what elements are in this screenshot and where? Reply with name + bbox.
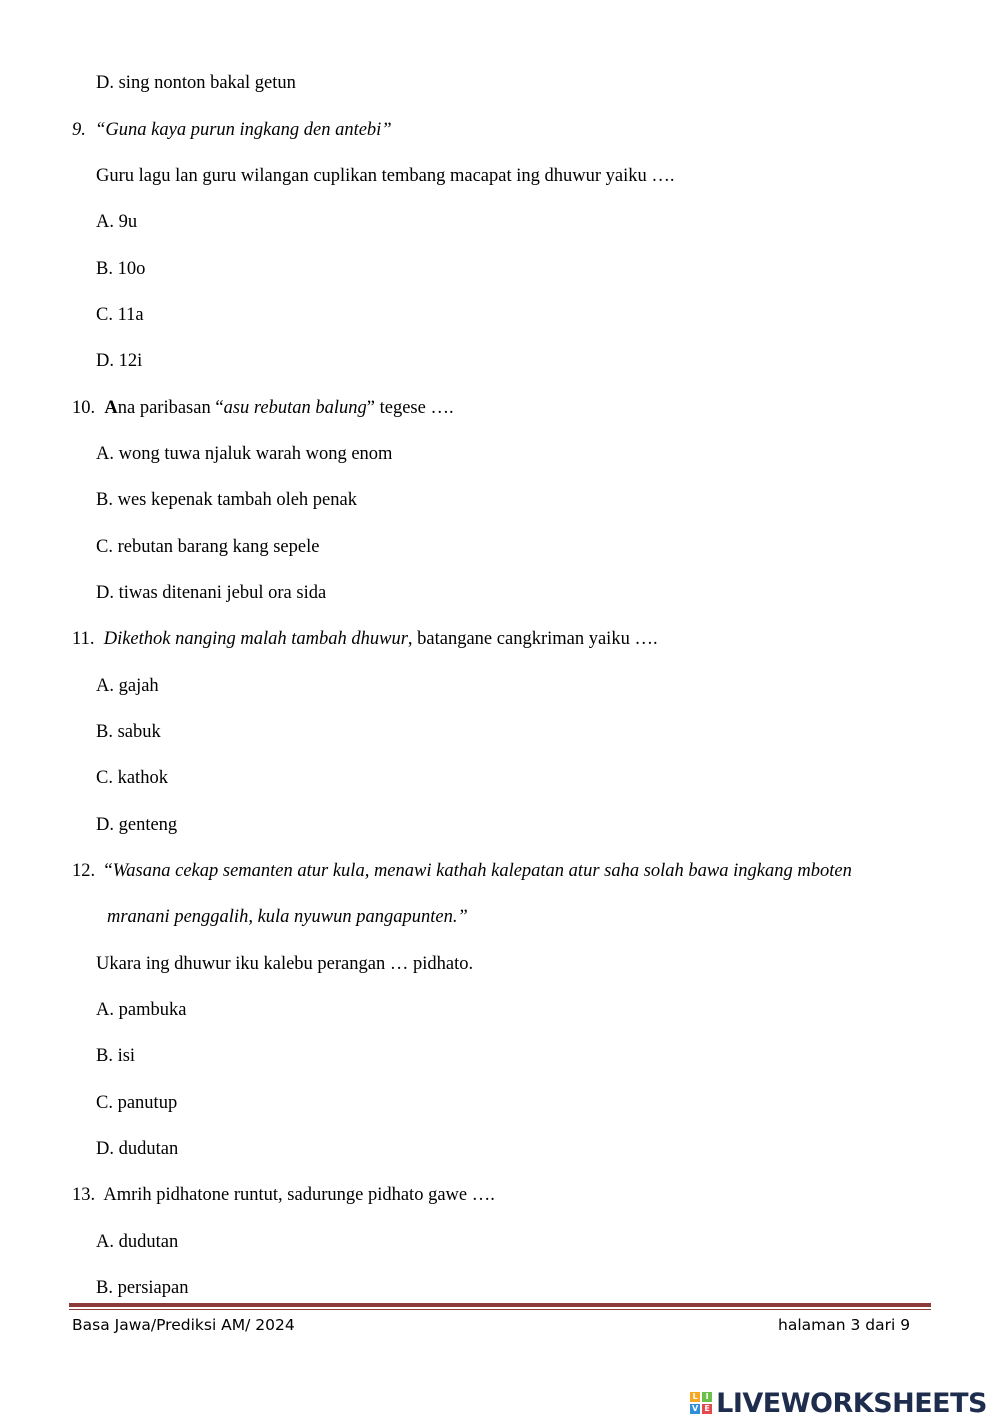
logo-tile-e: E bbox=[702, 1404, 712, 1414]
q13-text: Amrih pidhatone runtut, sadurunge pidhato gawe …. bbox=[103, 1185, 495, 1205]
q9-option-c: C. 11a bbox=[96, 305, 144, 325]
q12-open-quote: “ bbox=[104, 861, 113, 881]
q9-stem: Guru lagu lan guru wilangan cuplikan tembang macapat ing dhuwur yaiku …. bbox=[96, 166, 675, 186]
footer-page-number: halaman 3 dari 9 bbox=[778, 1316, 911, 1334]
q12-quote-line1: Wasana cekap semanten atur kula, menawi kathah kalepatan atur saha solah bawa ingkang mboten bbox=[112, 861, 852, 881]
q12-option-d: D. dudutan bbox=[96, 1139, 179, 1159]
q12-stem: Ukara ing dhuwur iku kalebu perangan … pidhato. bbox=[96, 954, 474, 974]
logo-tile-l: L bbox=[690, 1392, 700, 1402]
q13-option-a: A. dudutan bbox=[96, 1232, 179, 1252]
q10-text-after: ” tegese …. bbox=[366, 398, 454, 418]
q11-option-c: C. kathok bbox=[96, 768, 168, 788]
q10-header bbox=[72, 397, 454, 419]
q12-option-c: C. panutup bbox=[96, 1093, 178, 1113]
q9-option-b: B. 10o bbox=[96, 259, 146, 279]
q13-number: 13. bbox=[72, 1185, 96, 1205]
q11-header bbox=[72, 628, 658, 650]
q9-option-d: D. 12i bbox=[96, 351, 143, 371]
q10-option-d: D. tiwas ditenani jebul ora sida bbox=[96, 583, 327, 603]
q9-option-a: A. 9u bbox=[96, 212, 138, 232]
liveworksheets-watermark bbox=[690, 1386, 987, 1420]
q10-text-before: na paribasan “ bbox=[117, 398, 224, 418]
footer-left: Basa Jawa/Prediksi AM/ 2024 bbox=[72, 1316, 295, 1334]
q11-option-d: D. genteng bbox=[96, 815, 178, 835]
q12-option-a: A. pambuka bbox=[96, 1000, 187, 1020]
q9-number: 9. bbox=[72, 120, 86, 140]
q11-option-a: A. gajah bbox=[96, 676, 159, 696]
q10-number: 10. bbox=[72, 398, 96, 418]
q11-option-b: B. sabuk bbox=[96, 722, 161, 742]
q10-option-c: C. rebutan barang kang sepele bbox=[96, 537, 320, 557]
q13-header bbox=[72, 1184, 495, 1206]
q9-header bbox=[72, 119, 392, 141]
q11-italic-phrase: Dikethok nanging malah tambah dhuwur bbox=[103, 629, 408, 649]
logo-tile-v: V bbox=[692, 1404, 699, 1413]
q8-option-d: D. sing nonton bakal getun bbox=[96, 73, 296, 93]
q12-number: 12. bbox=[72, 861, 96, 881]
q12-header bbox=[72, 860, 852, 882]
q9-quote: “Guna kaya purun ingkang den antebi” bbox=[95, 120, 392, 140]
logo-tile-i: I bbox=[702, 1392, 712, 1402]
footer-divider-thin bbox=[69, 1309, 931, 1310]
q10-italic-phrase: asu rebutan balung bbox=[223, 398, 367, 418]
q11-number: 11. bbox=[72, 629, 95, 649]
q10-option-a: A. wong tuwa njaluk warah wong enom bbox=[96, 444, 393, 464]
q10-bold-initial: A bbox=[104, 398, 118, 418]
q12-quote-line2: mranani penggalih, kula nyuwun pangapunten.” bbox=[107, 907, 468, 927]
q10-option-b: B. wes kepenak tambah oleh penak bbox=[96, 490, 357, 510]
liveworksheets-wordmark: LIVEWORKSHEETS bbox=[716, 1387, 987, 1419]
footer-divider-thick bbox=[69, 1303, 931, 1307]
q11-text-after: , batangane cangkriman yaiku …. bbox=[407, 629, 658, 649]
q13-option-b: B. persiapan bbox=[96, 1278, 189, 1298]
liveworksheets-logo-icon bbox=[690, 1392, 712, 1414]
q12-option-b: B. isi bbox=[96, 1046, 136, 1066]
